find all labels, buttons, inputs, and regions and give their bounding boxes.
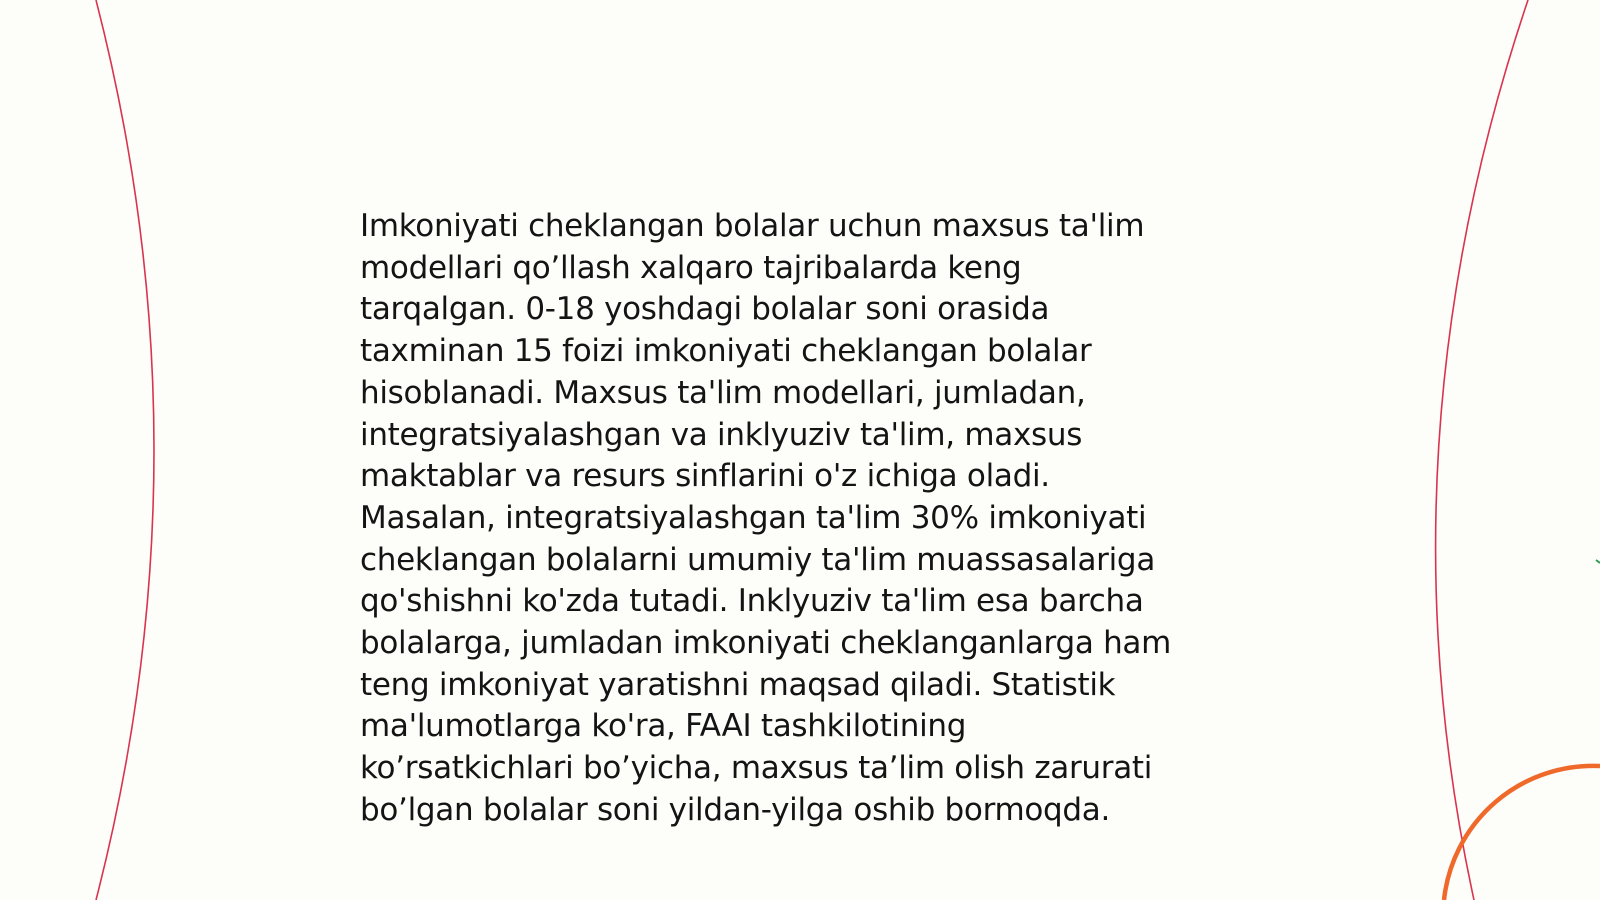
body-line: modellari qo’llash xalqaro tajribalarda keng xyxy=(360,249,1022,286)
body-line: Masalan, integratsiyalashgan ta'lim 30% imkoniyati xyxy=(360,499,1147,536)
body-line: bo’lgan bolalar soni yildan-yilga oshib bormoqda. xyxy=(360,791,1111,828)
body-line: tarqalgan. 0-18 yoshdagi bolalar soni orasida xyxy=(360,291,1050,328)
body-line: ko’rsatkichlari bo’yicha, maxsus ta’lim olish zarurati xyxy=(360,750,1153,787)
body-line: Imkoniyati cheklangan bolalar uchun maxsus ta'lim xyxy=(360,208,1145,244)
body-line: bolalarga, jumladan imkoniyati cheklanganlarga ham xyxy=(360,625,1172,662)
right-decorative-arc xyxy=(1436,0,1528,900)
body-line: ma'lumotlarga ko'ra, FAAI tashkilotining xyxy=(360,708,967,745)
body-line: hisoblanadi. Maxsus ta'lim modellari, jumladan, xyxy=(360,374,1086,411)
body-line: taxminan 15 foizi imkoniyati cheklangan bolalar xyxy=(360,333,1092,370)
left-decorative-arc xyxy=(96,0,154,900)
body-line: cheklangan bolalarni umumiy ta'lim muassasalariga xyxy=(360,541,1156,578)
body-line: integratsiyalashgan va inklyuziv ta'lim, maxsus xyxy=(360,416,1083,453)
orange-circle-arc xyxy=(1444,766,1600,900)
body-line: maktablar va resurs sinflarini o'z ichiga oladi. xyxy=(360,458,1050,495)
body-line: teng imkoniyat yaratishni maqsad qiladi. Statistik xyxy=(360,666,1116,703)
body-line: qo'shishni ko'zda tutadi. Inklyuziv ta'lim esa barcha xyxy=(360,583,1144,620)
slide-body-text xyxy=(360,206,1240,832)
green-accent-mark xyxy=(1596,560,1600,563)
